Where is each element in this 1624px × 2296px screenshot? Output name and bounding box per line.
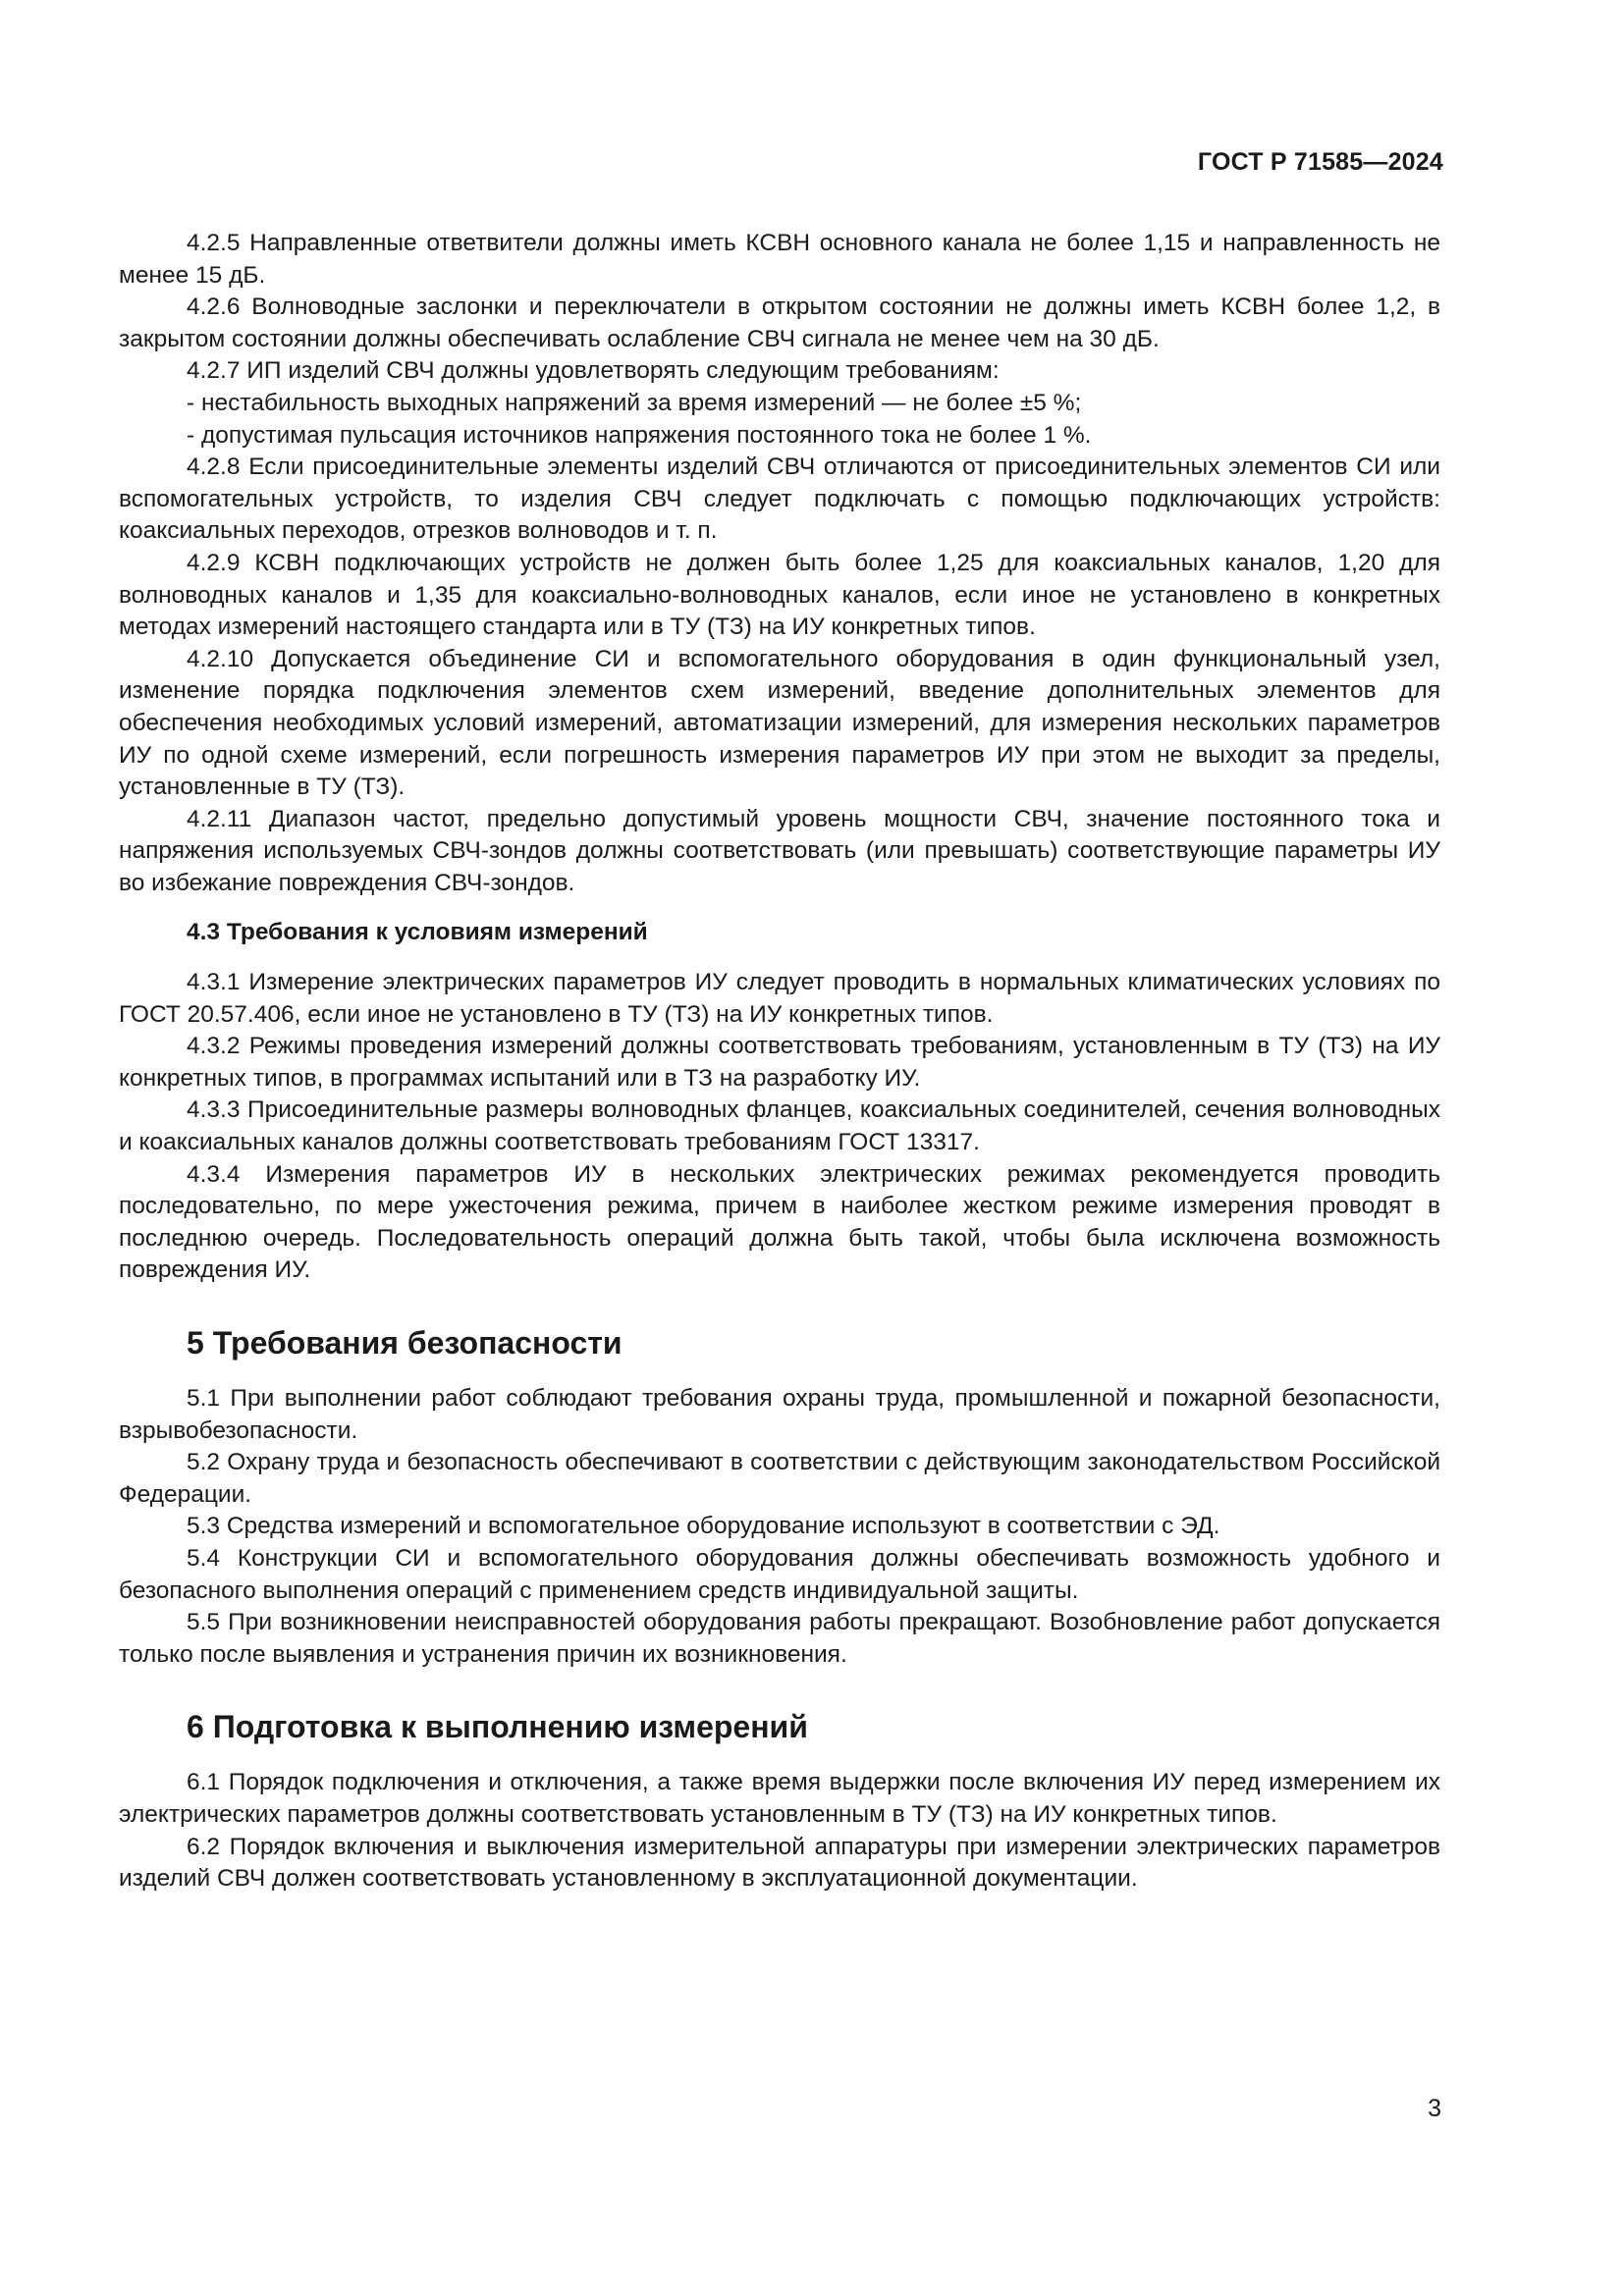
document-header-code: ГОСТ Р 71585—2024 (1197, 148, 1443, 176)
paragraph-5-1: 5.1 При выполнении работ соблюдают требования охраны труда, промышленной и пожарной безопасности, взрывобезопасности. (119, 1385, 1440, 1444)
paragraph-4-2-7: 4.2.7 ИП изделий СВЧ должны удовлетворять следующим требованиям: (187, 357, 1000, 385)
subsection-heading-4-3: 4.3 Требования к условиям измерений (187, 919, 648, 946)
section-heading-5: 5 Требования безопасности (187, 1325, 623, 1361)
paragraph-4-2-9: 4.2.9 КСВН подключающих устройств не должен быть более 1,25 для коаксиальных каналов, 1,20 для волноводных каналов и 1,35 для коаксиально-волноводных каналов, если иное не установлено в конкретных методах измерений настоящего стандарта или в ТУ (ТЗ) на ИУ конкретных типов. (119, 549, 1440, 641)
paragraph-5-4: 5.4 Конструкции СИ и вспомогательного оборудования должны обеспечивать возможность удобного и безопасного выполнения операций с применением средств индивидуальной защиты. (119, 1544, 1440, 1604)
section-heading-6: 6 Подготовка к выполнению измерений (187, 1709, 808, 1745)
paragraph-4-2-6: 4.2.6 Волноводные заслонки и переключатели в открытом состоянии не должны иметь КСВН более 1,2, в закрытом состоянии должны обеспечивать ослабление СВЧ сигнала не менее чем на 30 дБ. (119, 294, 1440, 352)
list-item-voltage-instability: - нестабильность выходных напряжений за время измерений — не более ±5 %; (187, 389, 1082, 416)
paragraph-5-5: 5.5 При возникновении неисправностей оборудования работы прекращают. Возобновление работ допускается только после выявления и устранения причин их возникновения. (119, 1609, 1440, 1668)
paragraph-6-1: 6.1 Порядок подключения и отключения, а также время выдержки после включения ИУ перед измерением их электрических параметров должны соответствовать установленным в ТУ (ТЗ) на ИУ конкретных типов. (119, 1769, 1440, 1828)
paragraph-4-2-5: 4.2.5 Направленные ответвители должны иметь КСВН основного канала не более 1,15 и направленность не менее 15 дБ. (119, 230, 1440, 289)
paragraph-5-3: 5.3 Средства измерений и вспомогательное оборудование используют в соответствии с ЭД. (187, 1513, 1220, 1540)
paragraph-4-2-8: 4.2.8 Если присоединительные элементы изделий СВЧ отличаются от присоединительных элементов СИ или вспомогательных устройств, то изделия СВЧ следует подключать с помощью подключающих устройств: коаксиальных переходов, отрезков волноводов и т. п. (119, 454, 1440, 545)
paragraph-4-2-10: 4.2.10 Допускается объединение СИ и вспомогательного оборудования в один функциональный узел, изменение порядка подключения элементов схем измерений, введение дополнительных элементов для обеспечения необходимых условий измерений, автоматизации измерений, для измерения нескольких параметров ИУ по одной схеме измерений, если погрешность измерения параметров ИУ при этом не выходит за пределы, установленные в ТУ (ТЗ). (119, 645, 1440, 801)
document-body (119, 228, 1440, 1896)
paragraph-4-2-11: 4.2.11 Диапазон частот, предельно допустимый уровень мощности СВЧ, значение постоянного тока и напряжения используемых СВЧ-зондов должны соответствовать (или превышать) соответствующие параметры ИУ во избежание повреждения СВЧ-зондов. (119, 805, 1440, 896)
paragraph-6-2: 6.2 Порядок включения и выключения измерительной аппаратуры при измерении электрических параметров изделий СВЧ должен соответствовать установленному в эксплуатационной документации. (119, 1833, 1440, 1893)
paragraph-4-3-3: 4.3.3 Присоединительные размеры волноводных фланцев, коаксиальных соединителей, сечения волноводных и коаксиальных каналов должны соответствовать требованиям ГОСТ 13317. (119, 1096, 1440, 1156)
paragraph-4-3-4: 4.3.4 Измерения параметров ИУ в нескольких электрических режимах рекомендуется проводить последовательно, по мере ужесточения режима, причем в наиболее жестком режиме измерения проводят в последнюю очередь. Последовательность операций должна быть такой, чтобы была исключена возможность повреждения ИУ. (119, 1160, 1440, 1284)
list-item-ripple: - допустимая пульсация источников напряжения постоянного тока не более 1 %. (187, 421, 1092, 449)
paragraph-4-3-1: 4.3.1 Измерение электрических параметров ИУ следует проводить в нормальных климатических условиях по ГОСТ 20.57.406, если иное не установлено в ТУ (ТЗ) на ИУ конкретных типов. (119, 969, 1440, 1028)
page-number: 3 (1428, 2095, 1441, 2122)
paragraph-4-3-2: 4.3.2 Режимы проведения измерений должны соответствовать требованиям, установленным в ТУ (ТЗ) на ИУ конкретных типов, в программах испытаний или в ТЗ на разработку ИУ. (119, 1033, 1440, 1092)
paragraph-5-2: 5.2 Охрану труда и безопасность обеспечивают в соответствии с действующим законодательством Российской Федерации. (119, 1449, 1440, 1508)
